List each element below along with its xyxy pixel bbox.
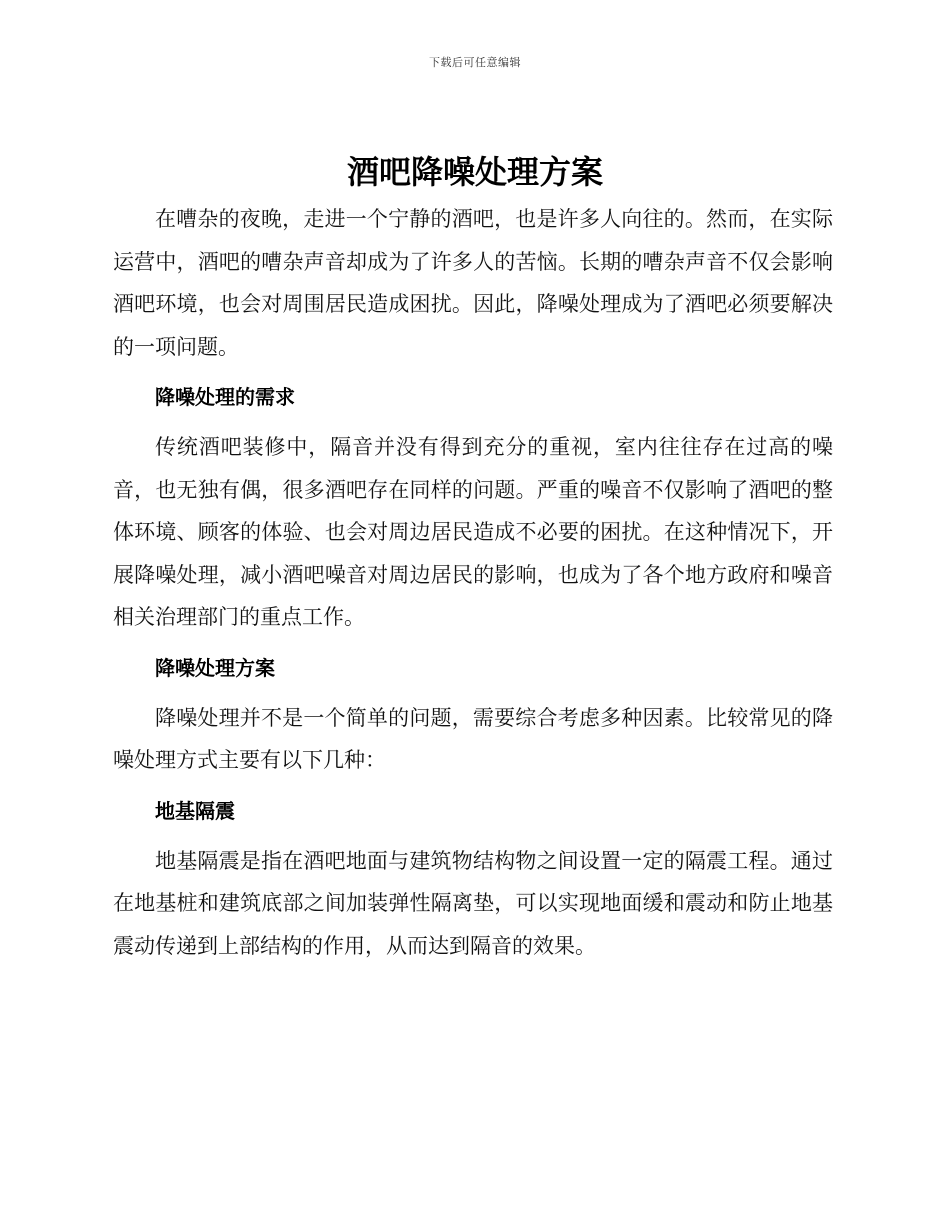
document-body <box>113 198 833 967</box>
section-paragraph-foundation-isolation: 地基隔震是指在酒吧地面与建筑物结构物之间设置一定的隔震工程。通过在地基桩和建筑底部之间加装弹性隔离垫，可以实现地面缓和震动和防止地基震动传递到上部结构的作用，从而达到隔音的效果。 <box>113 848 833 958</box>
section-heading-requirements: 降噪处理的需求 <box>155 385 295 409</box>
section-heading-foundation-isolation: 地基隔震 <box>155 798 235 823</box>
section-heading-solutions: 降噪处理方案 <box>155 655 275 680</box>
page-header-note: 下载后可任意编辑 <box>429 56 521 69</box>
document-title: 酒吧降噪处理方案 <box>346 153 603 191</box>
section-paragraph-requirements: 传统酒吧装修中，隔音并没有得到充分的重视，室内往往存在过高的噪音，也无独有偶，很多酒吧存在同样的问题。严重的噪音不仅影响了酒吧的整体环境、顾客的体验、也会对周边居民造成不必要的困扰。在这种情况下，开展降噪处理，减小酒吧噪音对周边居民的影响，也成为了各个地方政府和噪音相关治理部门的重点工作。 <box>113 435 833 629</box>
intro-paragraph: 在嘈杂的夜晚，走进一个宁静的酒吧，也是许多人向往的。然而，在实际运营中，酒吧的嘈杂声音却成为了许多人的苦恼。长期的嘈杂声音不仅会影响酒吧环境，也会对周围居民造成困扰。因此，降噪处理成为了酒吧必须要解决的一项问题。 <box>113 207 833 359</box>
section-paragraph-solutions: 降噪处理并不是一个简单的问题，需要综合考虑多种因素。比较常见的降噪处理方式主要有以下几种： <box>113 705 833 772</box>
